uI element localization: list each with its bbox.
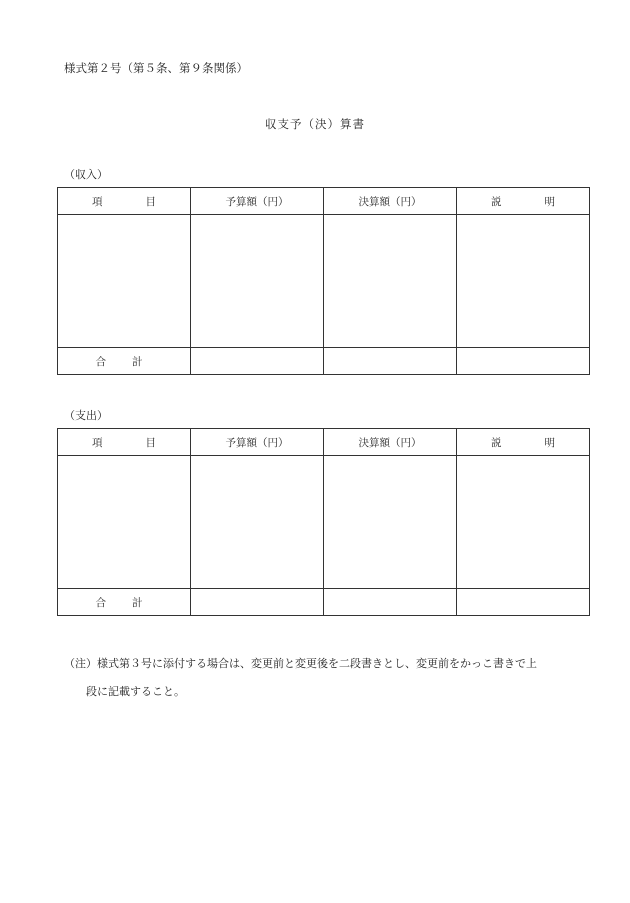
expense-item-cell[interactable] — [58, 456, 191, 589]
income-table — [57, 187, 590, 375]
income-header-budget: 予算額（円） — [191, 188, 324, 215]
expense-total-row — [58, 589, 590, 616]
expense-total-char-1: 合 — [95, 596, 106, 609]
income-header-item-char-1: 項 — [92, 195, 103, 208]
income-total-label — [58, 348, 191, 375]
income-budget-cell[interactable] — [191, 215, 324, 348]
income-header-explanation-char-2: 明 — [544, 195, 555, 208]
expense-header-item-char-2: 目 — [145, 436, 156, 449]
income-total-char-2: 計 — [132, 355, 143, 368]
expense-total-char-2: 計 — [132, 596, 143, 609]
footnote-line-1: （注）様式第３号に添付する場合は、変更前と変更後を二段書きとし、変更前をかっこ書きで上 — [64, 657, 537, 670]
form-number: 様式第２号（第５条、第９条関係） — [64, 61, 248, 75]
expense-header-settlement: 決算額（円） — [324, 429, 457, 456]
expense-header-explanation — [457, 429, 590, 456]
income-header-row — [58, 188, 590, 215]
income-total-row — [58, 348, 590, 375]
expense-entry-row — [58, 456, 590, 589]
income-total-char-1: 合 — [95, 355, 106, 368]
expense-header-row — [58, 429, 590, 456]
expense-header-explanation-char-2: 明 — [544, 436, 555, 449]
income-item-cell[interactable] — [58, 215, 191, 348]
footnote — [64, 650, 584, 706]
document-title: 収支予（決）算書 — [265, 117, 365, 131]
expense-total-explanation-cell[interactable] — [457, 589, 590, 616]
expense-section-label: （支出） — [64, 409, 108, 422]
expense-settlement-cell[interactable] — [324, 456, 457, 589]
income-header-item — [58, 188, 191, 215]
income-total-budget-cell[interactable] — [191, 348, 324, 375]
expense-header-item — [58, 429, 191, 456]
expense-total-label — [58, 589, 191, 616]
income-total-explanation-cell[interactable] — [457, 348, 590, 375]
expense-header-explanation-char-1: 説 — [491, 436, 502, 449]
expense-budget-cell[interactable] — [191, 456, 324, 589]
income-header-item-char-2: 目 — [145, 195, 156, 208]
expense-header-budget: 予算額（円） — [191, 429, 324, 456]
income-explanation-cell[interactable] — [457, 215, 590, 348]
income-settlement-cell[interactable] — [324, 215, 457, 348]
income-total-settlement-cell[interactable] — [324, 348, 457, 375]
income-entry-row — [58, 215, 590, 348]
income-header-explanation — [457, 188, 590, 215]
income-header-explanation-char-1: 説 — [491, 195, 502, 208]
expense-explanation-cell[interactable] — [457, 456, 590, 589]
expense-table — [57, 428, 590, 616]
expense-total-budget-cell[interactable] — [191, 589, 324, 616]
income-header-settlement: 決算額（円） — [324, 188, 457, 215]
income-section-label: （収入） — [64, 168, 108, 181]
footnote-line-2: 段に記載すること。 — [86, 685, 185, 698]
expense-header-item-char-1: 項 — [92, 436, 103, 449]
expense-total-settlement-cell[interactable] — [324, 589, 457, 616]
